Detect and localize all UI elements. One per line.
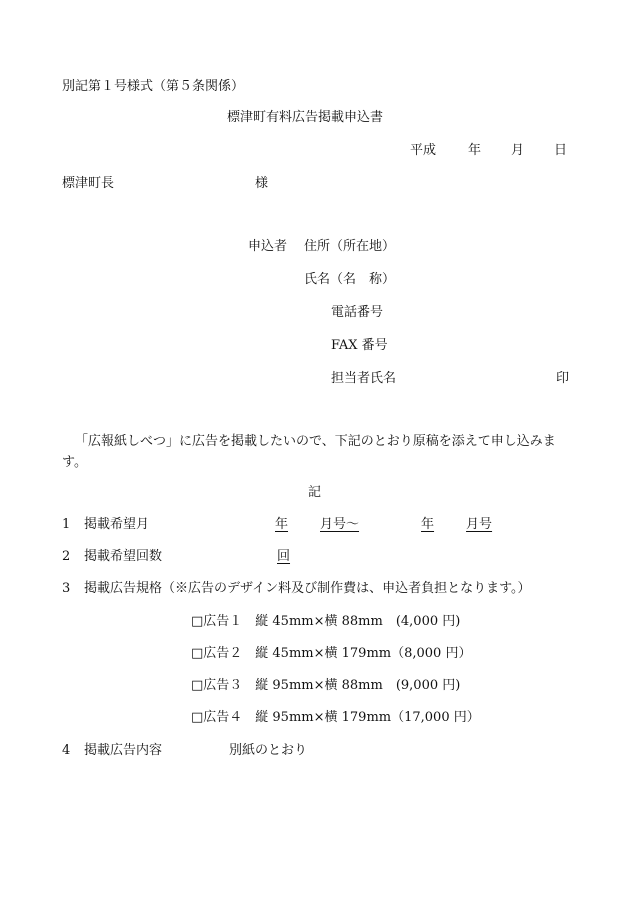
- date-day: 日: [554, 143, 568, 158]
- date-year: 年: [468, 143, 482, 158]
- item-1-month1: 月号～: [320, 517, 360, 532]
- item-1-number: 1: [62, 517, 71, 532]
- addressee-name: 標津町長: [62, 176, 115, 191]
- item-2-number: 2: [62, 549, 71, 564]
- document-title: 標津町有料広告掲載申込書: [227, 110, 384, 125]
- item-3-number: 3: [62, 581, 71, 596]
- ad-size-option[interactable]: □広告４ 縦 95mm×横 179mm（17,000 円）: [191, 710, 480, 725]
- item-1-year2: 年: [421, 517, 435, 532]
- addressee-honorific: 様: [255, 176, 269, 191]
- item-4-label: 掲載広告内容: [84, 743, 163, 758]
- item-2-label: 掲載希望回数: [84, 549, 163, 564]
- applicant-contact-label: 担当者氏名: [331, 371, 397, 386]
- applicant-name-label: 氏名（名 称）: [304, 272, 396, 287]
- ad-size-option[interactable]: □広告２ 縦 45mm×横 179mm（8,000 円）: [191, 646, 472, 661]
- item-1-label: 掲載希望月: [84, 517, 150, 532]
- ad-size-option[interactable]: □広告１ 縦 45mm×横 88mm (4,000 円): [191, 614, 461, 629]
- item-1-month2: 月号: [466, 517, 493, 532]
- item-1-year1: 年: [275, 517, 289, 532]
- item-2-unit: 回: [277, 549, 291, 564]
- applicant-fax-label: FAX 番号: [331, 338, 388, 353]
- item-1-blank[interactable]: [213, 516, 492, 535]
- ad-size-option[interactable]: □広告３ 縦 95mm×横 88mm (9,000 円): [191, 678, 461, 693]
- applicant-address-label: 住所（所在地）: [304, 239, 396, 254]
- addressee: [62, 175, 268, 194]
- application-paragraph: 「広報紙しべつ」に広告を掲載したいので、下記のとおり原稿を添えて申し込みます。: [62, 434, 556, 470]
- item-2-blank[interactable]: [213, 548, 290, 567]
- seal-mark: 印: [556, 371, 570, 386]
- ki-heading: 記: [308, 485, 322, 500]
- form-label: 別記第１号様式（第５条関係）: [62, 79, 245, 94]
- applicant-phone-label: 電話番号: [331, 305, 384, 320]
- date-era: 平成: [410, 143, 437, 158]
- applicant-heading: 申込者: [248, 239, 288, 254]
- item-4-value: 別紙のとおり: [229, 743, 308, 758]
- date-line: [410, 142, 567, 161]
- item-3-label: 掲載広告規格（※広告のデザイン料及び制作費は、申込者負担となります。）: [84, 581, 531, 596]
- date-month: 月: [511, 143, 525, 158]
- item-4-number: 4: [62, 743, 71, 758]
